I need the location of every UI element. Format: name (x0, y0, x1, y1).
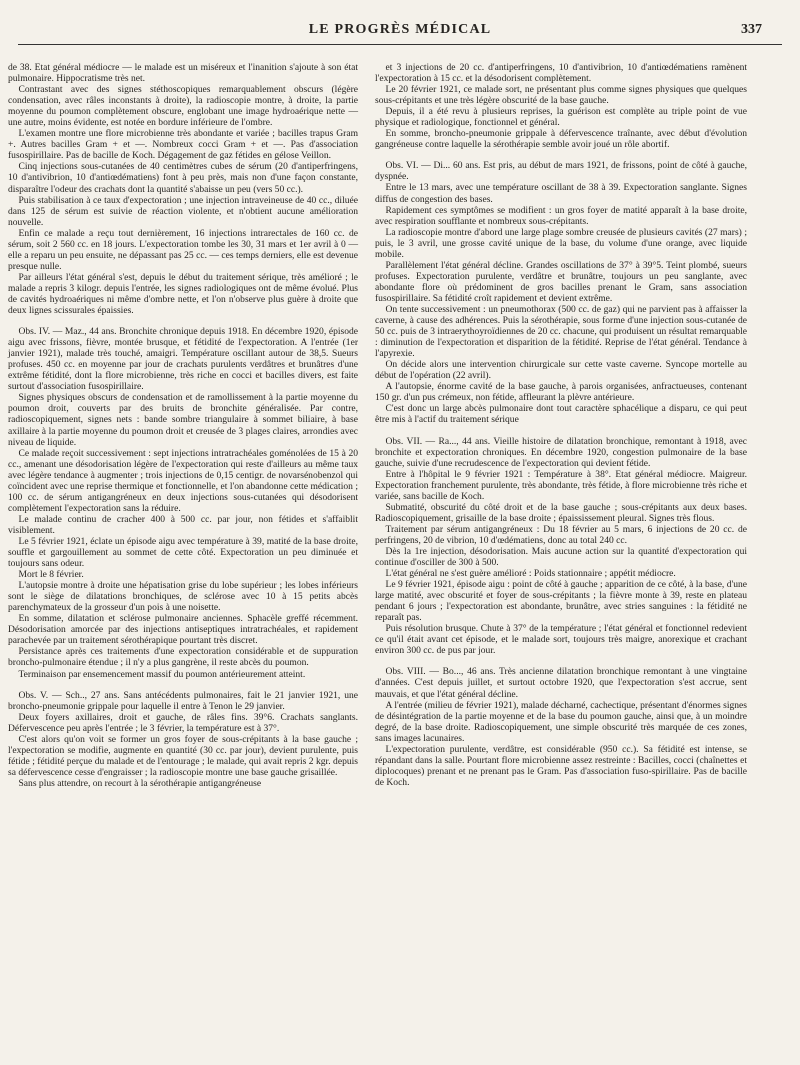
paragraph: Puis résolution brusque. Chute à 37° de la température ; l'état général et fonctionnel redevient ce qu'il était avant cet épisode, et le malade sort, toujours très maigre, anorexique et crachant environ 300 cc. de pus par jour. (375, 623, 747, 657)
paragraph: A l'entrée (milieu de février 1921), malade décharné, cachectique, présentant d'énormes signes de désintégration de la partie moyenne et de la base du poumon gauche, ainsi que, à un moindre degré, de la base droite. Radioscopiquement, une simple obscurité très marquée de ces zones, sans images lacunaires. (375, 699, 747, 744)
paragraph: Signes physiques obscurs de condensation et de ramollissement à la partie moyenne du poumon droit, couverts par des bruits de bronchite généralisée. Par contre, radioscopiquement, signes nets : bande sombre triangulaire à sommet biliaire, à base axillaire à la partie moyenne du poumon droit et creusée de 3 plages claires, arrondies avec niveau de liquide. (8, 392, 358, 448)
paragraph: Obs. IV. — Maz., 44 ans. Bronchite chronique depuis 1918. En décembre 1920, épisode aigu avec frissons, fièvre, montée brusque, et fétidité de l'expectoration. A l'entrée (1er janvier 1921), malade très touché, amaigri. Température oscillant autour de 38,5. Sueurs profuses. 450 cc. en moyenne par jour de crachats purulents verdâtres et brunâtres d'une extrême fétidité, dont la flore microbienne, très riche en cocci et bacilles divers, est faite surtout d'association fusospirillaire. (8, 326, 358, 393)
paragraph: Parallèlement l'état général décline. Grandes oscillations de 37° à 39°5. Teint plombé, sueurs profuses. Expectoration purulente, verdâtre et brunâtre, toujours un peu sanglante, avec abondante flore où prédominent de gros bacilles prenant le Gram, sans association fusospirillaire. Sa fétidité croît rapidement et devient extrême. (375, 259, 747, 304)
paragraph: L'autopsie montre à droite une hépatisation grise du lobe supérieur ; les lobes inférieurs sont le siège de dilatations bronchiques, de sclérose avec 10 à 15 petits abcès parenchymateux de la grosseur d'un pois à une noisette. (8, 580, 358, 614)
paragraph: A l'autopsie, énorme cavité de la base gauche, à parois organisées, anfractueuses, contenant 150 gr. d'un pus crémeux, non fétide, affleurant la plèvre antérieure. (375, 381, 747, 404)
paragraph: Obs. VI. — Di... 60 ans. Est pris, au début de mars 1921, de frissons, point de côté à gauche, dyspnée. (375, 160, 747, 183)
paragraph: Puis stabilisation à ce taux d'expectoration ; une injection intraveineuse de 40 cc., diluée dans 125 de sérum est suivie de réaction violente, et n'obtient aucune amélioration nouvelle. (8, 194, 358, 228)
paragraph: Depuis, il a été revu à plusieurs reprises, la guérison est complète au triple point de vue physique et radiologique, fonctionnel et général. (375, 106, 747, 129)
paragraph: L'état général ne s'est guère amélioré : Poids stationnaire ; appétit médiocre. (385, 568, 676, 580)
paragraph: Entre le 13 mars, avec une température oscillant de 38 à 39. Expectoration sanglante. Signes diffus de congestion des bases. (375, 182, 747, 205)
paragraph: Obs. VIII. — Bo..., 46 ans. Très ancienne dilatation bronchique remontant à une vingtaine d'années. C'est depuis juillet, et surtout octobre 1920, que l'expectoration s'est accrue, sent mauvais, et que l'état général décline. (375, 666, 747, 700)
page-header (30, 22, 770, 46)
paragraph: L'examen montre une flore microbienne très abondante et variée ; bacilles trapus Gram +. Autres bacilles Gram + et —. Nombreux cocci Gram + et —. Pas d'association fusospirillaire. Pas de bacille de Koch. Dégagement de gaz fétides en gélose Veillon. (8, 128, 358, 162)
paragraph: Entre à l'hôpital le 9 février 1921 : Température à 38°. Etat général médiocre. Maigreur. Expectoration franchement purulente, très abondante, très fétide, à flore microbienne très riche et variée, sans bacille de Koch. (375, 468, 747, 502)
paragraph: Traitement par sérum antigangréneux : Du 18 février au 5 mars, 6 injections de 20 cc. de perfringens, 20 de vibrion, 10 d'œdématiens, donc au total 240 cc. (375, 523, 747, 546)
paragraph: La radioscopie montre d'abord une large plage sombre creusée de plusieurs cavités (27 mars) ; puis, le 3 avril, une grosse cavité unique de la base, du volume d'une orange, avec liquide mobile. (375, 226, 747, 260)
paragraph: Persistance après ces traitements d'une expectoration considérable et de suppuration broncho-pulmonaire étendue ; il n'y a plus gangrène, il reste abcès du poumon. (8, 646, 358, 669)
paragraph: Submatité, obscurité du côté droit et de la base gauche ; sous-crépitants aux deux bases. Radioscopiquement, grisaille de la base droite ; épaississement pleural. Signes très flous. (375, 501, 747, 524)
paragraph: C'est donc un large abcès pulmonaire dont tout caractère sphacélique a disparu, ce qui peut être mis à l'actif du traitement sérique (375, 403, 747, 426)
paragraph: Sans plus attendre, on recourt à la sérothérapie antigangréneuse (18, 777, 262, 789)
paragraph: Le malade continu de cracher 400 à 500 cc. par jour, non fétides et s'affaiblit visiblement. (8, 513, 358, 536)
paragraph: On tente successivement : un pneumothorax (500 cc. de gaz) qui ne parvient pas à affaisser la caverne, à cause des adhérences. Puis la sérothérapie, sous forme d'une injection sous-cutanée de 50 cc. puis de 3 intraerythoyroïdiennes de 20 cc. chacune, qui produisent un résultat remarquable : diminution de l'expectoration et disparition de la fétidité. Reprise de l'état général. Tendance à l'apyrexie. (375, 303, 747, 360)
right-column (375, 62, 747, 788)
journal-title: LE PROGRÈS MÉDICAL (308, 22, 492, 37)
paragraph: Obs. V. — Sch.., 27 ans. Sans antécédents pulmonaires, fait le 21 janvier 1921, une broncho-pneumonie grippale pour laquelle il entre à Tenon le 29 janvier. (8, 689, 358, 712)
paragraph: C'est alors qu'on voit se former un gros foyer de sous-crépitants à la base gauche ; l'expectoration se modifie, augmente en quantité (30 cc. par jour), devient purulente, puis fétide ; fétidité perçue du malade et de l'entourage ; le malade, qui avait repris 2 kgr. depuis sa défervescence cesse d'engraisser ; la radioscopie montre une base gauche grisaillée. (8, 733, 358, 778)
paragraph: Le 9 février 1921, épisode aigu : point de côté à gauche ; apparition de ce côté, à la base, d'une large matité, avec obscurité et foyer de sous-crépitants ; la fièvre monte à 39, reste en plateau pendant 6 jours ; l'expectoration est abondante, brunâtre, avec stries sanguines : la fétidité ne reparaît pas. (375, 579, 747, 624)
paragraph: Ce malade reçoit successivement : sept injections intratrachéales goménolées de 15 à 20 cc., amenant une désodorisation légère de l'expectoration qui reste d'ailleurs au même taux avec légère tendance à augmenter ; trois injections de 0,15 centigr. de novarsénobenzol qui coïncident avec une reprise thermique et fonctionnelle, et l'on abandonne cette médication ; 100 cc. de sérum antigangréneux en deux injections sous-cutanées qui désodorisent complètement l'expectoration sans la réduire. (8, 447, 358, 514)
left-column (8, 62, 358, 789)
paragraph: Cinq injections sous-cutanées de 40 centimètres cubes de sérum (20 d'antiperfringens, 10 d'antivibrion, 10 d'antiœdématiens) font à peu près, mais non d'une façon constante, disparaître l'odeur des crachats dont la quantité s'abaisse un peu (vers 50 cc.). (8, 161, 358, 195)
page-number: 337 (741, 22, 762, 37)
header-rule (18, 44, 782, 45)
paragraph: Enfin ce malade a reçu tout dernièrement, 16 injections intrarectales de 160 cc. de sérum, soit 2 560 cc. en 18 jours. L'expectoration tombe les 30, 31 mars et 1er avril à 0 — elle a reparu un peu ensuite, ne dépassant pas 25 cc. — ces temps derniers, elle est devenue presque nulle. (8, 227, 358, 272)
paragraph: Deux foyers axillaires, droit et gauche, de râles fins. 39°6. Crachats sanglants. Défervescence peu après l'entrée ; le 3 février, la température est à 37°. (8, 711, 358, 734)
paragraph: Mort le 8 février. (18, 569, 84, 581)
paragraph: de 38. Etat général médiocre — le malade est un miséreux et l'inanition s'ajoute à son état pulmonaire. Hippocratisme très net. (8, 62, 358, 85)
paragraph: Le 5 février 1921, éclate un épisode aigu avec température à 39, matité de la base droite, souffle et gargouillement au sommet de cette côté. Expectoration un peu diminuée et toujours sans odeur. (8, 535, 358, 570)
paragraph: Contrastant avec des signes stéthoscopiques remarquablement obscurs (légère condensation, avec râles inconstants à droite), la radioscopie montre, à droite, la partie moyenne du poumon complètement obscure, englobant une image hydroaérique nette — une autre, moins évidente, est notée en bordure inférieure de l'ombre. (8, 84, 358, 129)
paragraph: Le 20 février 1921, ce malade sort, ne présentant plus comme signes physiques que quelques sous-crépitants et une très légère obscurité de la base gauche. (375, 84, 747, 107)
paragraph: Terminaison par ensemencement massif du poumon antérieurement atteint. (18, 668, 306, 680)
paragraph: Rapidement ces symptômes se modifient : un gros foyer de matité apparaît à la base droite, avec respiration soufflante et nombreux sous-crépitants. (375, 204, 747, 227)
paragraph: On décide alors une intervention chirurgicale sur cette vaste caverne. Syncope mortelle au début de l'opération (22 avril). (375, 359, 747, 382)
paragraph: En somme, dilatation et sclérose pulmonaire anciennes. Sphacèle greffé récemment. Désodorisation amorcée par des injections antiseptiques intratrachéales, et rapidement parachevée par un traitement sérothérapique pourtant très discret. (8, 613, 358, 647)
paragraph: Par ailleurs l'état général s'est, depuis le début du traitement sérique, très amélioré ; le malade a repris 3 kilogr. depuis l'entrée, les signes radiologiques ont de même évolué. Plus de cavités hydroaériques ni même d'ombre nette, et l'on n'observe plus guère à droite que deux lignes scissurales épaissies. (8, 271, 358, 317)
paragraph: L'expectoration purulente, verdâtre, est considérable (950 cc.). Sa fétidité est intense, se répandant dans la salle. Pourtant flore microbienne assez restreinte : Bacilles, cocci (chaînettes et diplocoques) prenant et ne prenant pas le Gram. Pas d'association fuso-spirillaire. Pas de bacille de Koch. (375, 743, 747, 788)
paragraph: En somme, broncho-pneumonie grippale à défervescence traînante, avec début d'évolution gangréneuse contre laquelle la sérothérapie semble avoir joué un rôle abortif. (375, 128, 747, 151)
paragraph: Dès la 1re injection, désodorisation. Mais aucune action sur la quantité d'expectoration qui continue d'osciller de 300 à 500. (375, 545, 747, 569)
paragraph: Obs. VII. — Ra..., 44 ans. Vieille histoire de dilatation bronchique, remontant à 1918, avec bronchite et expectoration chroniques. En décembre 1920, congestion pulmonaire de la base gauche, suivie d'une recrudescence de l'expectoration qui devient fétide. (375, 435, 747, 469)
paragraph: et 3 injections de 20 cc. d'antiperfringens, 10 d'antivibrion, 10 d'antiœdématiens ramènent l'expectoration à 15 cc. et la désodorisent complètement. (375, 62, 747, 85)
